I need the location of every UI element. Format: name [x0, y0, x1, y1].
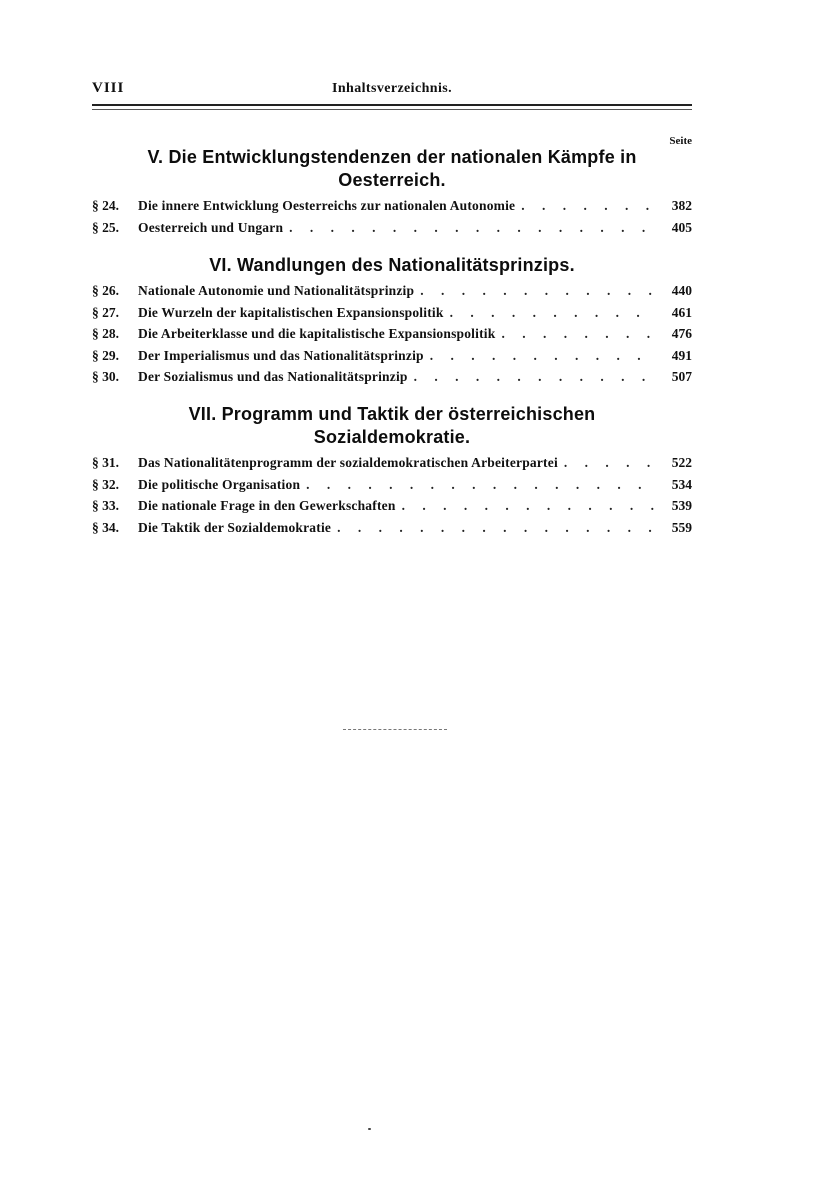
print-speck — [368, 1128, 371, 1130]
paragraph-number: § 31. — [92, 455, 119, 470]
toc-entry — [92, 520, 692, 542]
header-rule-thin — [92, 109, 692, 110]
page-number: 440 — [671, 283, 692, 298]
closing-dashed-rule — [343, 729, 447, 730]
page-number: 522 — [671, 455, 692, 470]
dot-leader — [515, 198, 656, 214]
dot-leader — [331, 520, 656, 536]
section-title — [92, 146, 692, 192]
page-number: 382 — [671, 198, 692, 213]
dot-leader — [396, 498, 656, 514]
page-number: 507 — [671, 369, 692, 384]
toc-entry — [92, 498, 692, 520]
dot-leader — [300, 477, 656, 493]
section-title-line: VI. Wandlungen des Nationalitätsprinzips. — [209, 255, 575, 275]
section-title-line: VII. Programm und Taktik der österreichischen — [188, 404, 596, 424]
page-number: 491 — [671, 347, 692, 363]
entry-title: Die nationale Frage in den Gewerkschaften — [138, 498, 396, 513]
paragraph-number: § 33. — [92, 498, 119, 513]
paragraph-number: § 30. — [92, 369, 119, 384]
entry-title: Nationale Autonomie und Nationalitätsprinzip — [138, 283, 415, 298]
paragraph-number: § 34. — [92, 519, 119, 535]
page-number: 461 — [671, 304, 692, 320]
page-number: 534 — [671, 476, 692, 492]
dot-leader — [558, 455, 656, 471]
header-rule-thick — [92, 104, 692, 106]
section-title — [92, 254, 692, 277]
dot-leader — [424, 348, 656, 364]
running-header — [92, 80, 692, 100]
entry-title: Das Nationalitätenprogramm der sozialdemokratischen Arbeiterpartei — [138, 455, 558, 470]
paragraph-number: § 26. — [92, 283, 119, 298]
section-title — [92, 403, 692, 449]
section-title-line: Sozialdemokratie. — [313, 427, 471, 447]
toc-entry — [92, 198, 692, 220]
section-title-line: V. Die Entwicklungstendenzen der nationalen Kämpfe in — [147, 147, 637, 167]
paragraph-number: § 25. — [92, 219, 119, 235]
toc-entry — [92, 326, 692, 348]
entry-title: Die innere Entwicklung Oesterreichs zur nationalen Autonomie — [138, 198, 516, 213]
paragraph-number: § 27. — [92, 304, 119, 320]
dot-leader — [495, 326, 656, 342]
section-title-line: Oesterreich. — [338, 170, 446, 190]
page-column-label: Seite — [669, 135, 692, 147]
entry-title: Der Imperialismus und das Nationalitätsprinzip — [138, 347, 424, 363]
toc-entry — [92, 477, 692, 499]
entry-title: Oesterreich und Ungarn — [138, 219, 284, 235]
dot-leader — [414, 283, 656, 299]
page-number: 405 — [671, 219, 692, 235]
dot-leader — [444, 305, 656, 321]
entry-title: Die Arbeiterklasse und die kapitalistische Expansionspolitik — [138, 326, 496, 341]
page-number: 476 — [671, 326, 692, 341]
page-folio: VIII — [92, 80, 125, 96]
entry-title: Die politische Organisation — [138, 476, 301, 492]
toc-section-vi — [92, 254, 692, 391]
toc-entry — [92, 220, 692, 242]
toc-entry — [92, 455, 692, 477]
running-title: Inhaltsverzeichnis. — [332, 81, 452, 96]
toc-entry — [92, 348, 692, 370]
paragraph-number: § 28. — [92, 326, 119, 341]
page-number: 539 — [671, 498, 692, 513]
entry-title: Die Wurzeln der kapitalistischen Expansionspolitik — [138, 304, 444, 320]
toc-section-vii — [92, 403, 692, 541]
toc-section-v — [92, 146, 692, 241]
paragraph-number: § 29. — [92, 347, 119, 363]
entry-title: Der Sozialismus und das Nationalitätsprinzip — [138, 369, 408, 384]
paragraph-number: § 32. — [92, 476, 119, 492]
toc-entry — [92, 283, 692, 305]
dot-leader — [408, 369, 656, 385]
toc-entry — [92, 369, 692, 391]
dot-leader — [283, 220, 656, 236]
toc-entry — [92, 305, 692, 327]
paragraph-number: § 24. — [92, 198, 119, 213]
page-number: 559 — [671, 519, 692, 535]
entry-title: Die Taktik der Sozialdemokratie — [138, 519, 332, 535]
